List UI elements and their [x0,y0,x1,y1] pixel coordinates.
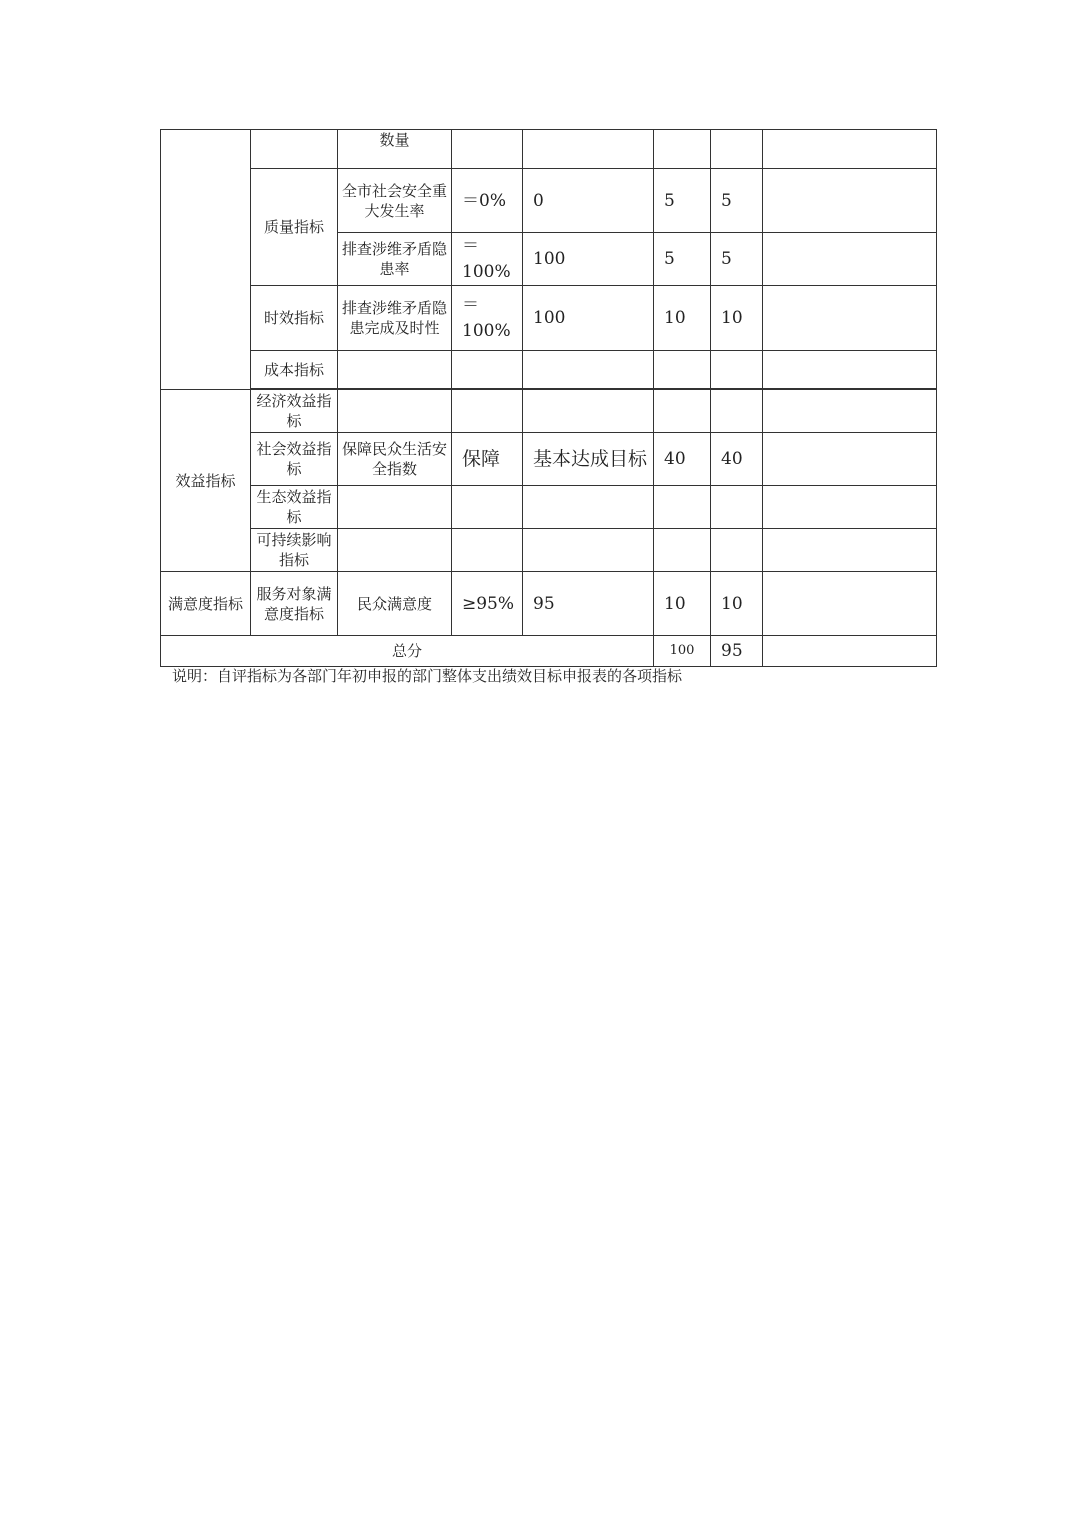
sustainable-score [711,529,763,572]
total-label: 总分 [161,636,654,667]
economic-name [338,390,452,433]
table-row [161,636,937,667]
ecological-actual [523,486,654,529]
social-sub-cell: 社会效益指标 [251,433,338,486]
quantity-label-cell: 数量 [338,130,452,169]
social-note [763,433,937,486]
economic-actual [523,390,654,433]
cost-score [711,351,763,389]
table-row [161,486,937,529]
quality-item1-target: ＝0% [452,169,523,233]
ecological-score [711,486,763,529]
quantity-note-cell [763,130,937,169]
cost-weight [654,351,711,389]
timeliness-weight: 10 [654,286,711,351]
sustainable-target [452,529,523,572]
ecological-note [763,486,937,529]
satisfaction-target: ≥95% [452,572,523,636]
performance-table [160,129,937,667]
economic-score [711,390,763,433]
satisfaction-category-cell: 满意度指标 [161,572,251,636]
sustainable-note [763,529,937,572]
social-actual: 基本达成目标 [523,433,654,486]
quality-item1-score: 5 [711,169,763,233]
social-target: 保障 [452,433,523,486]
economic-sub-cell: 经济效益指标 [251,390,338,433]
quality-item1-weight: 5 [654,169,711,233]
quality-item2-score: 5 [711,233,763,286]
timeliness-score: 10 [711,286,763,351]
quantity-actual-cell [523,130,654,169]
quality-item2-name: 排查涉维矛盾隐患率 [338,233,452,286]
quality-item1-actual: 0 [523,169,654,233]
economic-weight [654,390,711,433]
satisfaction-score: 10 [711,572,763,636]
timeliness-note [763,286,937,351]
quality-sub-cell: 质量指标 [251,169,338,286]
quality-item1-name: 全市社会安全重大发生率 [338,169,452,233]
social-score: 40 [711,433,763,486]
quantity-target-cell [452,130,523,169]
quality-item2-note [763,233,937,286]
table-footnote: 说明：自评指标为各部门年初申报的部门整体支出绩效目标申报表的各项指标 [172,667,683,685]
table-row [161,351,937,389]
ecological-name [338,486,452,529]
table-row [161,433,937,486]
satisfaction-sub-cell: 服务对象满意度指标 [251,572,338,636]
economic-target [452,390,523,433]
table-row [161,529,937,572]
sustainable-sub-cell: 可持续影响指标 [251,529,338,572]
satisfaction-weight: 10 [654,572,711,636]
total-score: 95 [711,636,763,667]
quality-item2-actual: 100 [523,233,654,286]
quality-item2-weight: 5 [654,233,711,286]
satisfaction-actual: 95 [523,572,654,636]
cost-sub-cell: 成本指标 [251,351,338,389]
social-weight: 40 [654,433,711,486]
cost-note [763,351,937,389]
sustainable-name [338,529,452,572]
quantity-weight-cell [654,130,711,169]
total-note [763,636,937,667]
social-name: 保障民众生活安全指数 [338,433,452,486]
output-category-cell [161,130,251,390]
table-row [161,390,937,433]
ecological-sub-cell: 生态效益指标 [251,486,338,529]
economic-note [763,390,937,433]
table-row [161,169,937,233]
cost-actual [523,351,654,389]
timeliness-target: ＝100% [452,286,523,351]
satisfaction-name: 民众满意度 [338,572,452,636]
satisfaction-note [763,572,937,636]
table-row [161,572,937,636]
sustainable-weight [654,529,711,572]
quantity-sub-cell [251,130,338,169]
ecological-target [452,486,523,529]
ecological-weight [654,486,711,529]
benefit-category-cell: 效益指标 [161,390,251,572]
sustainable-actual [523,529,654,572]
timeliness-name: 排查涉维矛盾隐患完成及时性 [338,286,452,351]
cost-target [452,351,523,389]
quality-item1-note [763,169,937,233]
total-weight: 100 [654,636,711,667]
table-row [161,286,937,351]
timeliness-sub-cell: 时效指标 [251,286,338,351]
table-row [161,130,937,169]
cost-name [338,351,452,389]
quality-item2-target: ＝100% [452,233,523,286]
timeliness-actual: 100 [523,286,654,351]
quantity-score-cell [711,130,763,169]
